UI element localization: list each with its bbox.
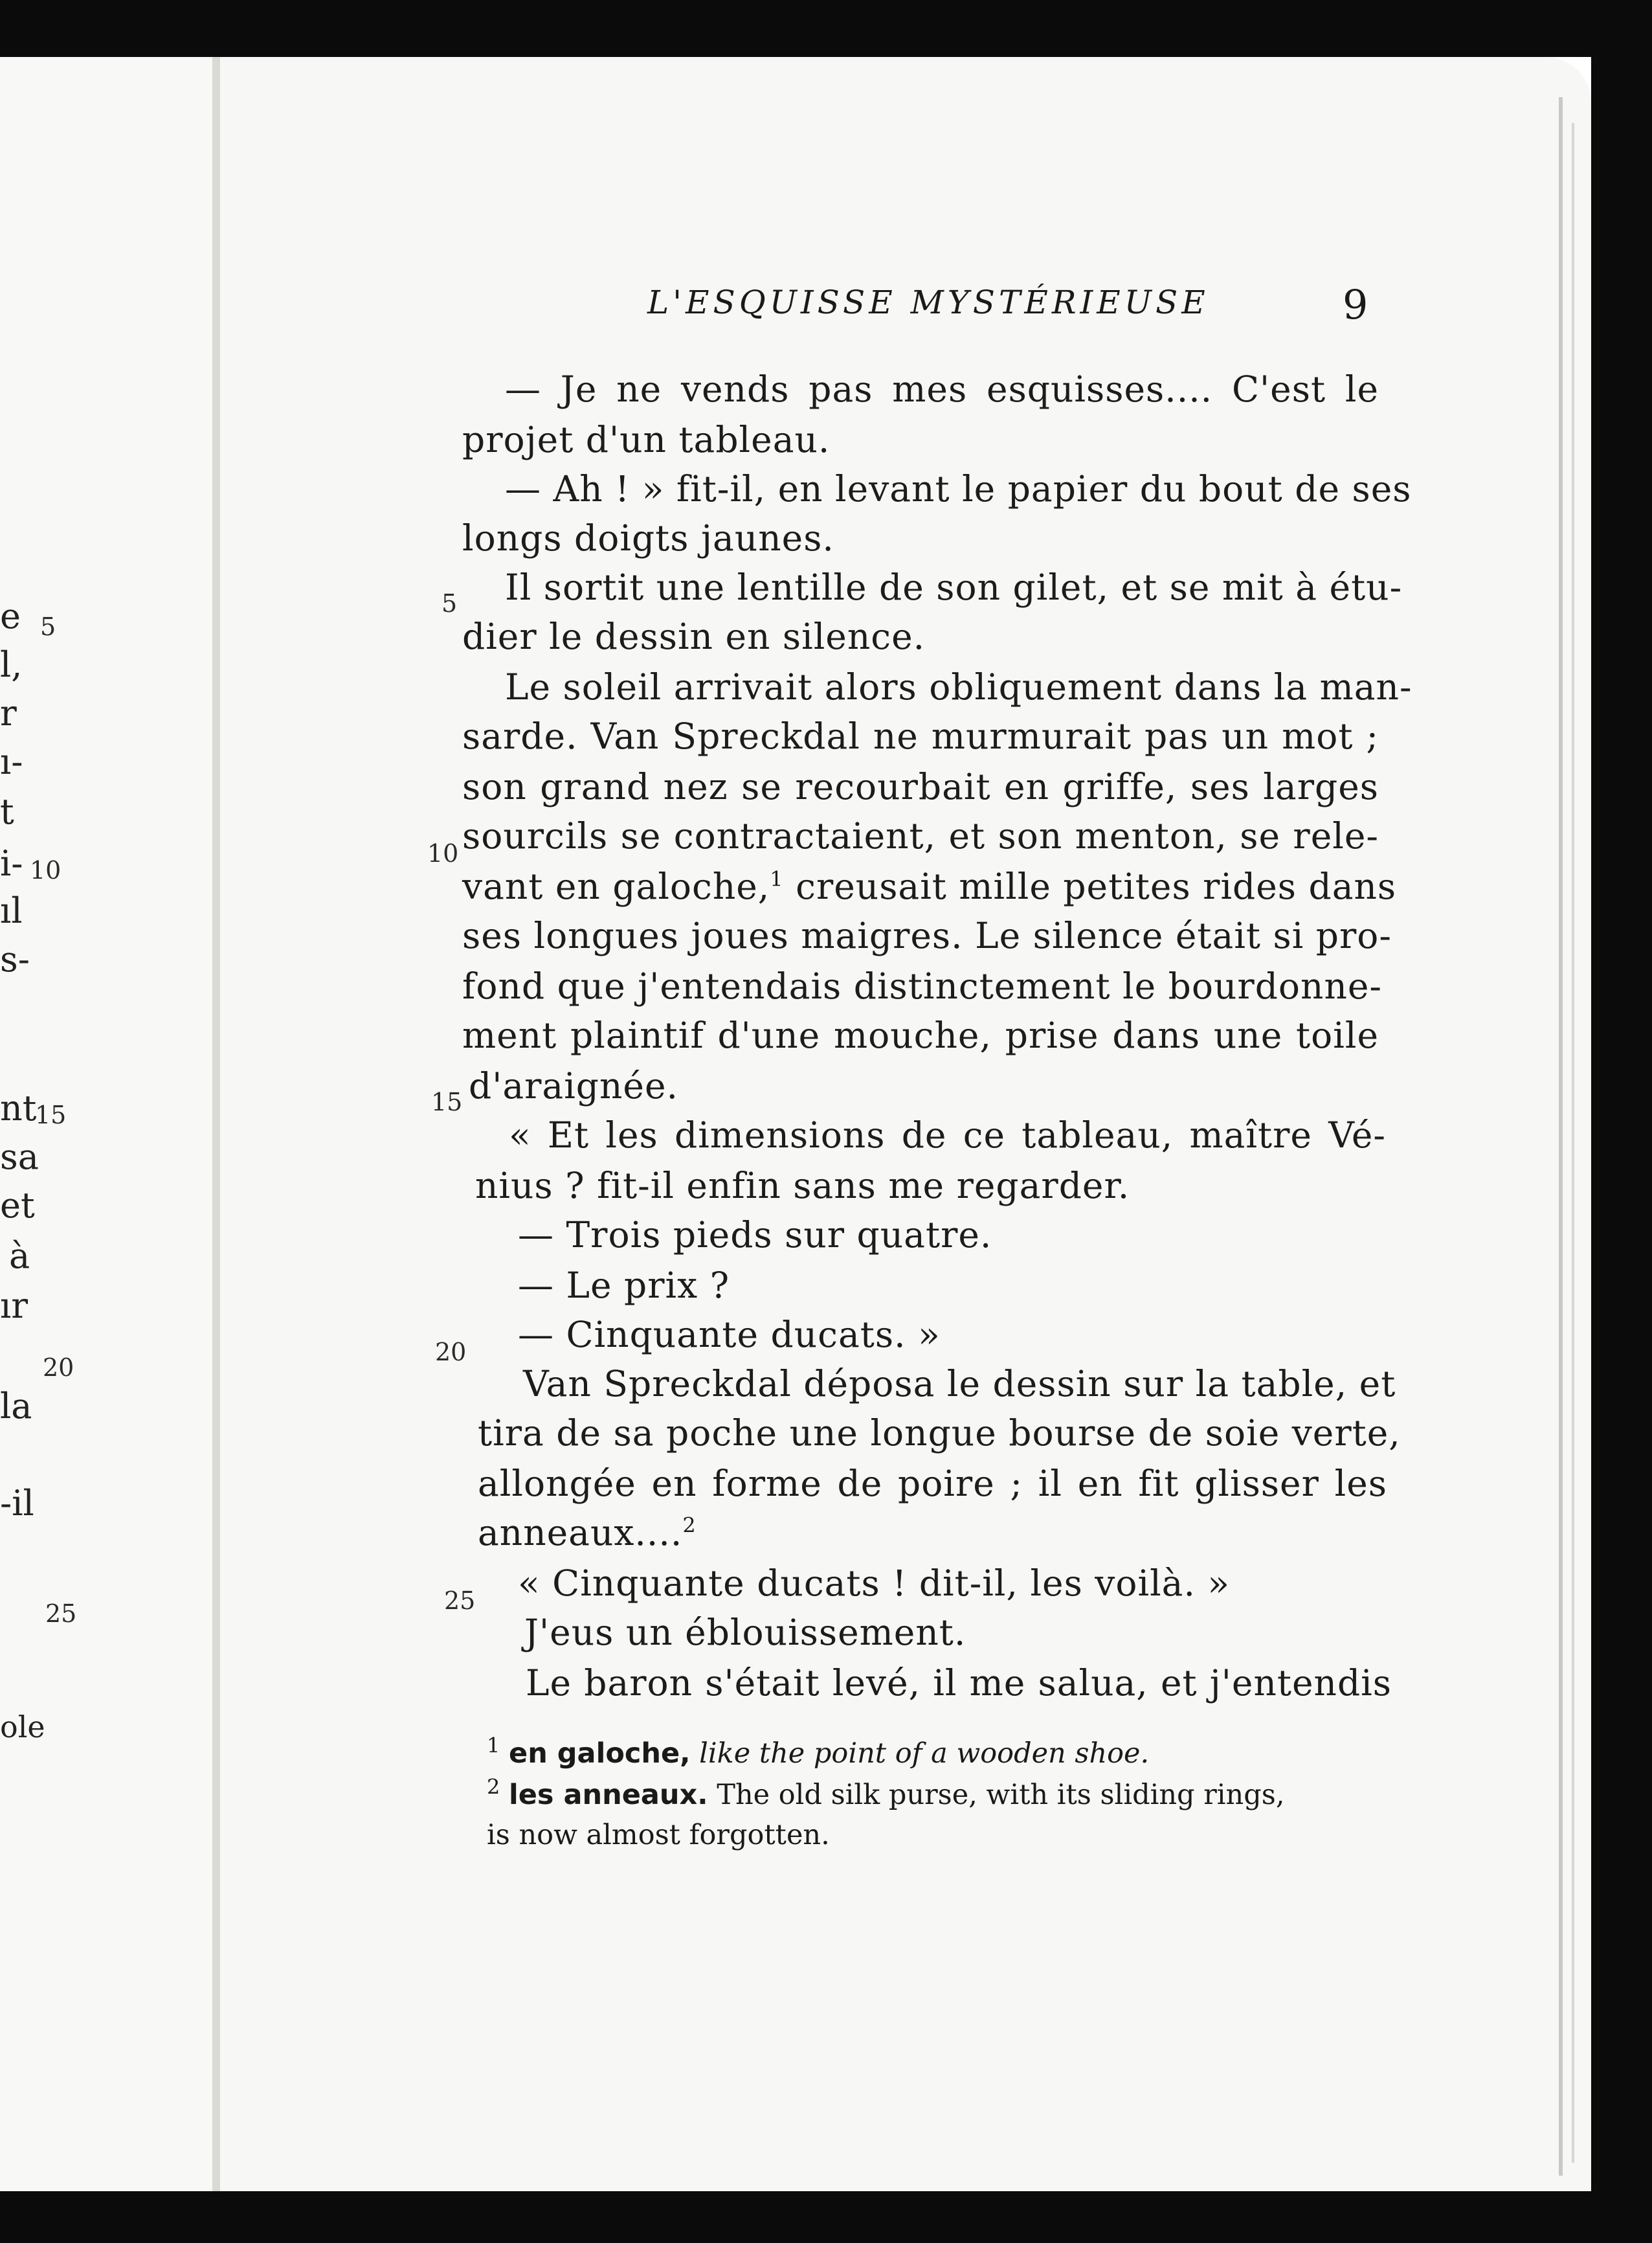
text-line: ment plaintif d'une mouche, prise dans une toile bbox=[462, 1015, 1379, 1056]
line-number: 25 bbox=[444, 1586, 476, 1615]
left-fragment: la bbox=[0, 1386, 32, 1426]
text-line: — Ah ! » fit-il, en levant le papier du bout de ses bbox=[505, 468, 1412, 510]
footnote-ref-1: 1 bbox=[770, 866, 784, 892]
scan-border-top bbox=[0, 0, 1652, 57]
text-line bbox=[462, 861, 1397, 912]
text-line: Le soleil arrivait alors obliquement dans la man- bbox=[505, 666, 1412, 708]
text-line: dier le dessin en silence. bbox=[462, 616, 926, 657]
left-fragment: t bbox=[0, 791, 14, 832]
footnote-2 bbox=[487, 1774, 1285, 1816]
left-line-number: 10 bbox=[30, 856, 61, 885]
left-fragment: i- bbox=[0, 843, 23, 884]
footnote-1 bbox=[487, 1733, 1149, 1774]
left-line-number: 5 bbox=[40, 613, 56, 641]
left-line-number: 25 bbox=[45, 1599, 77, 1628]
text-line: son grand nez se recourbait en griffe, ses larges bbox=[462, 766, 1379, 807]
left-fragment: ır bbox=[0, 1285, 28, 1326]
text-run: vant en galoche, bbox=[462, 866, 770, 907]
left-fragment: l, bbox=[0, 644, 23, 685]
text-line: Il sortit une lentille de son gilet, et se mit à étu- bbox=[505, 567, 1403, 608]
text-line: nius ? fit-il enfin sans me regarder. bbox=[475, 1165, 1130, 1206]
footnote-mark: 2 bbox=[487, 1774, 500, 1799]
footnote-text: like the point of a wooden shoe. bbox=[699, 1737, 1150, 1770]
text-line: — Cinquante ducats. » bbox=[518, 1314, 941, 1355]
text-line: J'eus un éblouissement. bbox=[524, 1612, 966, 1653]
footnote-mark: 1 bbox=[487, 1733, 500, 1758]
left-fragment: s- bbox=[0, 939, 30, 980]
text-run: anneaux.... bbox=[478, 1512, 683, 1553]
text-line: projet d'un tableau. bbox=[462, 419, 831, 460]
page-number: 9 bbox=[1343, 281, 1368, 328]
text-line: longs doigts jaunes. bbox=[462, 517, 834, 559]
scan-border-right bbox=[1591, 0, 1652, 2243]
left-fragment: nt bbox=[0, 1088, 37, 1129]
text-line: fond que j'entendais distinctement le bourdonne- bbox=[462, 965, 1383, 1007]
text-line: d'araignée. bbox=[469, 1065, 679, 1107]
footnote-term: les anneaux. bbox=[509, 1779, 708, 1811]
text-line: sarde. Van Spreckdal ne murmurait pas un mot ; bbox=[462, 716, 1379, 757]
running-title: L'ESQUISSE MYSTÉRIEUSE bbox=[647, 284, 1209, 321]
footnote-2-continued: is now almost forgotten. bbox=[487, 1819, 830, 1851]
left-line-number: 15 bbox=[35, 1101, 67, 1129]
text-line: « Cinquante ducats ! dit-il, les voilà. » bbox=[518, 1562, 1231, 1604]
text-line: Van Spreckdal déposa le dessin sur la table, et bbox=[523, 1363, 1396, 1404]
text-line bbox=[478, 1507, 1394, 1558]
footnote-ref-2: 2 bbox=[682, 1513, 697, 1538]
line-number: 15 bbox=[431, 1088, 463, 1116]
text-line: allongée en forme de poire ; il en fit glisser les bbox=[478, 1463, 1387, 1504]
left-fragment: r bbox=[0, 693, 17, 734]
left-fragment: sa bbox=[0, 1136, 39, 1177]
left-fragment: ı- bbox=[0, 741, 23, 782]
scan-border-bottom bbox=[0, 2191, 1652, 2243]
footnote-term: en galoche, bbox=[509, 1737, 691, 1770]
left-fragment: à bbox=[9, 1235, 30, 1276]
text-line: tira de sa poche une longue bourse de soie verte, bbox=[478, 1412, 1401, 1454]
left-fragment: ole bbox=[0, 1709, 45, 1744]
left-fragment: et bbox=[0, 1185, 35, 1226]
left-fragment: ıl bbox=[0, 890, 23, 931]
left-line-number: 20 bbox=[43, 1353, 74, 1382]
text-line: — Le prix ? bbox=[518, 1265, 730, 1306]
line-number: 10 bbox=[427, 839, 459, 868]
text-run: creusait mille petites rides dans bbox=[783, 866, 1397, 907]
text-line: — Trois pieds sur quatre. bbox=[518, 1214, 992, 1256]
text-line: ses longues joues maigres. Le silence était si pro- bbox=[462, 915, 1392, 956]
text-line: — Je ne vends pas mes esquisses.... C'est le bbox=[505, 368, 1379, 410]
line-number: 20 bbox=[435, 1338, 467, 1366]
text-line: Le baron s'était levé, il me salua, et j'entendis bbox=[526, 1662, 1392, 1704]
left-fragment: e bbox=[0, 596, 21, 637]
line-number: 5 bbox=[441, 589, 458, 618]
page-edge-shadow bbox=[1559, 97, 1563, 2176]
left-fragment: -il bbox=[0, 1483, 34, 1524]
footnote-text: The old silk purse, with its sliding rings, bbox=[708, 1779, 1285, 1811]
text-line: « Et les dimensions de ce tableau, maître Vé- bbox=[509, 1114, 1386, 1156]
page-edge-shadow-2 bbox=[1572, 123, 1574, 2163]
text-line: sourcils se contractaient, et son menton, se rele- bbox=[462, 815, 1379, 857]
